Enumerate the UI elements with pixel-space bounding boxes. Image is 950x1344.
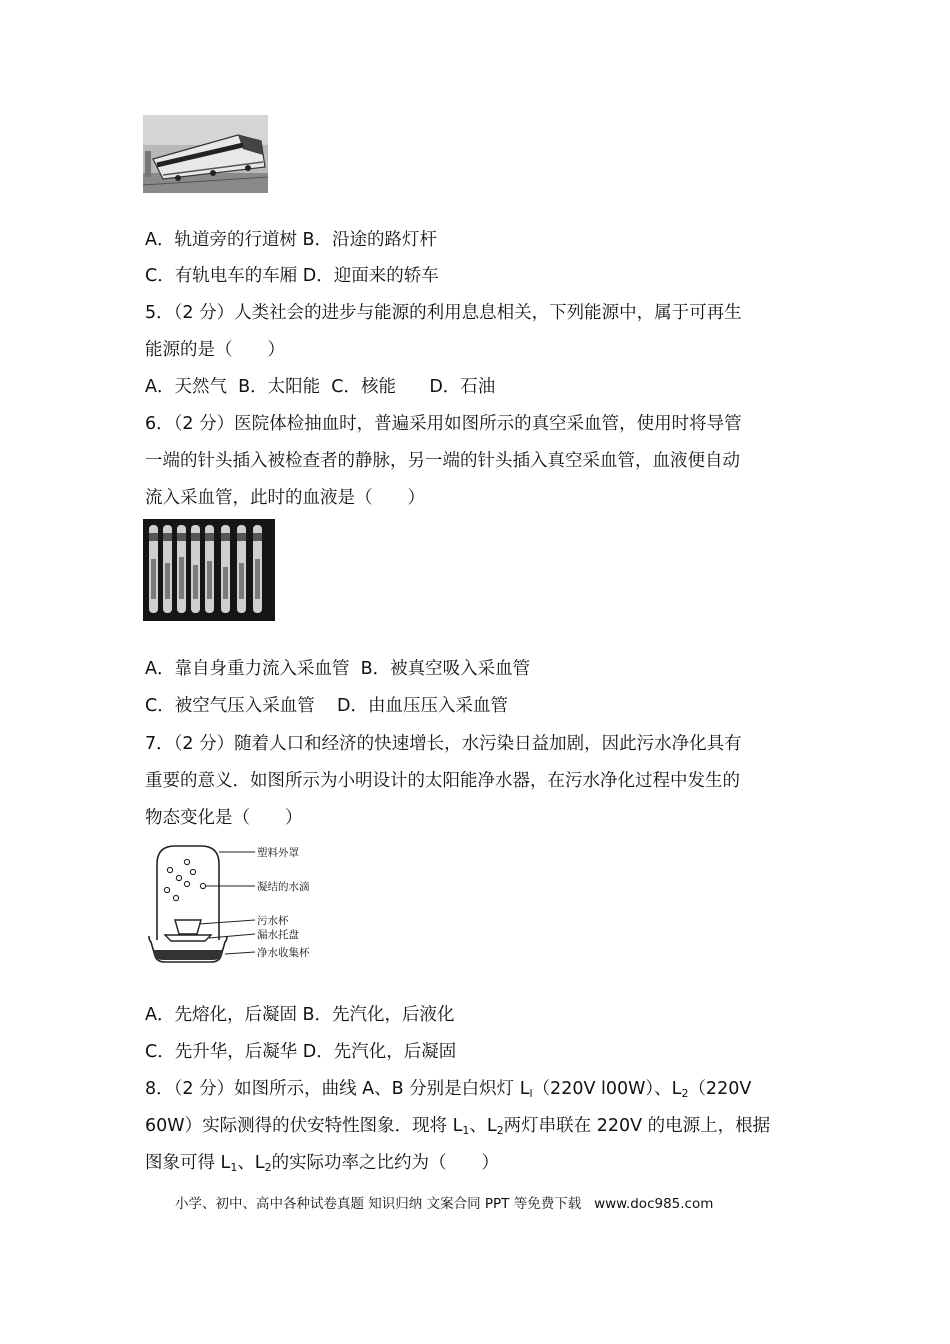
blood-tubes-graphic: [143, 519, 275, 621]
q8-stem-line1: [145, 1077, 751, 1101]
q8-line3-part-b: 、L: [237, 1153, 265, 1173]
q8-line1-part-c: （220V: [688, 1079, 752, 1099]
q8-line2-sub-2: 2: [496, 1124, 504, 1137]
q8-stem-line2: [145, 1114, 770, 1138]
q8-line3-sub-2: 2: [264, 1161, 272, 1174]
q7-options-line1: A．先熔化，后凝固 B．先汽化，后液化: [145, 1005, 455, 1025]
label-plastic-cover: 塑料外罩: [257, 847, 299, 859]
q8-line3-sub-1: 1: [230, 1161, 238, 1174]
q7-stem-line2: 重要的意义．如图所示为小明设计的太阳能净水器，在污水净化过程中发生的: [145, 771, 740, 791]
q6-options-line2: C．被空气压入采血管 D．由血压压入采血管: [145, 696, 508, 716]
q8-line1-sub-2: 2: [681, 1087, 689, 1100]
q5-options: A．天然气 B．太阳能 C．核能 D．石油: [145, 377, 496, 397]
q8-line3-part-c: 的实际功率之比约为（ ）: [271, 1153, 500, 1173]
q7-options-line2: C．先升华，后凝华 D．先汽化，后凝固: [145, 1042, 457, 1062]
label-condensed-drops: 凝结的水滴: [257, 881, 310, 893]
solar-purifier-graphic: [143, 842, 310, 968]
q4-options-line1: A．轨道旁的行道树 B．沿途的路灯杆: [145, 230, 438, 250]
q4-options-line2: C．有轨电车的车厢 D．迎面来的轿车: [145, 266, 439, 286]
q6-options-line1: A．靠自身重力流入采血管 B．被真空吸入采血管: [145, 659, 531, 679]
q8-line2-part-a: 60W）实际测得的伏安特性图象．现将 L: [145, 1116, 463, 1136]
tram-photo-graphic: [143, 115, 268, 193]
q8-line1-part-a: 8．（2 分）如图所示，曲线 A、B 分别是白炽灯 L: [145, 1079, 530, 1099]
label-clean-water-cup: 净水收集杯: [257, 947, 310, 959]
q8-line2-part-c: 两灯串联在 220V 的电源上，根据: [503, 1116, 771, 1136]
solar-purifier-diagram: [143, 842, 310, 968]
label-leak-tray: 漏水托盘: [257, 929, 299, 941]
q8-line2-part-b: 、L: [469, 1116, 497, 1136]
q8-line3-part-a: 图象可得 L: [145, 1153, 231, 1173]
q6-stem-line3: 流入采血管，此时的血液是（ ）: [145, 488, 425, 508]
q8-line1-part-b: （220V l00W）、L: [532, 1079, 682, 1099]
q5-stem-line2: 能源的是（ ）: [145, 340, 285, 360]
q5-stem-line1: 5．（2 分）人类社会的进步与能源的利用息息相关，下列能源中，属于可再生: [145, 303, 742, 323]
label-dirty-water-cup: 污水杯: [257, 915, 289, 927]
tram-photo: [143, 115, 268, 193]
q7-stem-line3: 物态变化是（ ）: [145, 808, 303, 828]
q8-stem-line3: [145, 1151, 499, 1175]
q8-line2-sub-1: 1: [462, 1124, 470, 1137]
q6-stem-line2: 一端的针头插入被检查者的静脉，另一端的针头插入真空采血管，血液便自动: [145, 451, 740, 471]
q8-line1-sub-1: l: [529, 1087, 533, 1100]
blood-tubes-photo: [143, 519, 275, 621]
page-footer: 小学、初中、高中各种试卷真题 知识归纳 文案合同 PPT 等免费下载 www.doc985.com: [175, 1196, 714, 1212]
q6-stem-line1: 6．（2 分）医院体检抽血时，普遍采用如图所示的真空采血管，使用时将导管: [145, 414, 742, 434]
q7-stem-line1: 7．（2 分）随着人口和经济的快速增长，水污染日益加剧，因此污水净化具有: [145, 734, 742, 754]
